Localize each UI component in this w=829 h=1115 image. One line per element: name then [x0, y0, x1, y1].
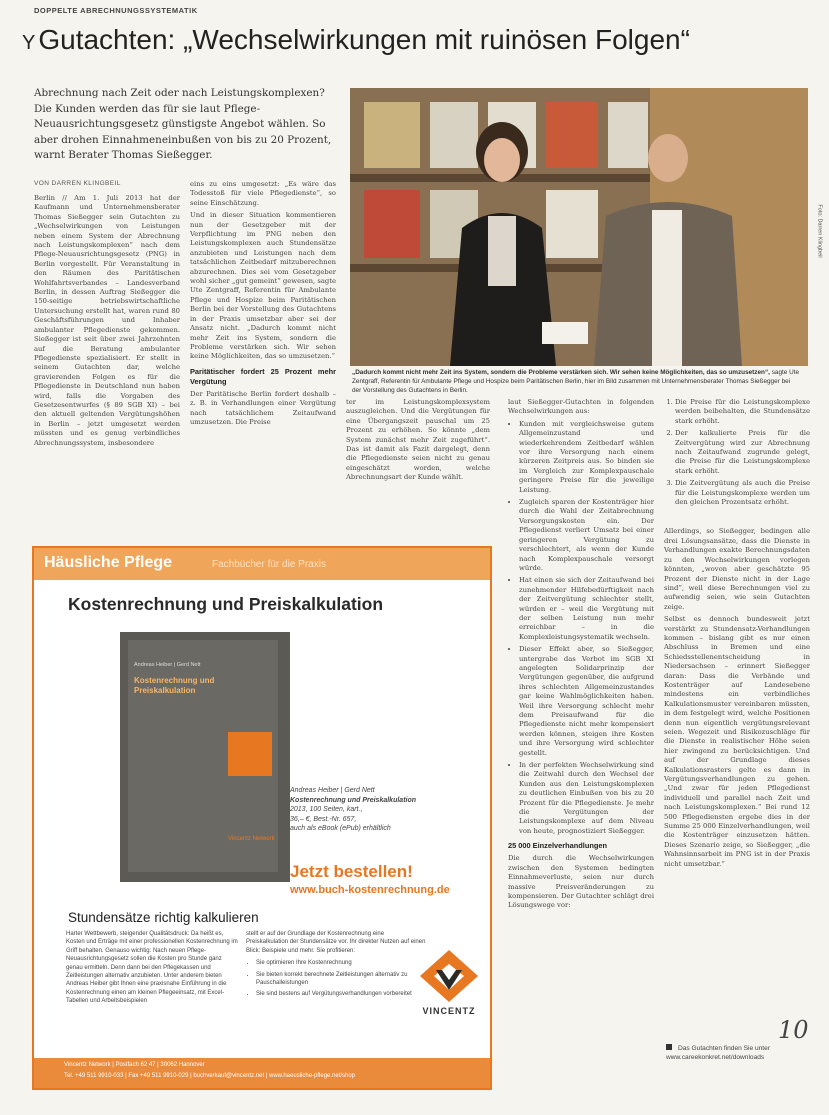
- column-4: [508, 398, 654, 1088]
- column-4-subheading: 25 000 Einzelverhandlungen: [508, 841, 607, 851]
- column-5-paragraph-1: Allerdings, so Sießegger, bedingen alle drei Lösungsansätze, dass die Dienste in Verhandlungen exakte Berechnungsdaten zu den Wechselwirkungen vorlegen könnten, „wovon aber geschätzte 95 Prozent der Dienste nicht in der Lage sind“, weil diese Berechnungen viel zu aufwendig seien, wie sein Gutachten zeige.: [664, 527, 810, 611]
- book-info-line: 2013, 100 Seiten, kart.,: [290, 806, 363, 814]
- list-item: • Zugleich sparen der Kostenträger hier durch die Wahl der Zeitabrechnung Versorgungskosten ein. Der Pflegedienst verliert Umsatz bei einer geringeren Vergütung zu verschlechtert, als wenn der Kunde nach Komplexpauschale versorgt würde.: [519, 498, 654, 573]
- vincentz-logo: [416, 946, 482, 1026]
- ad-band-title: Häusliche Pflege: [44, 554, 173, 571]
- ad-header-band: [34, 548, 490, 580]
- ad-subheading: Stundensätze richtig kalkulieren: [68, 910, 259, 925]
- book-cover-publisher: Vincentz Network: [228, 836, 275, 842]
- list-item: • Dieser Effekt aber, so Sießegger, untergrabe das Verbot im SGB XI angelegten Solidarprinzip der Vergütungen gegenüber, die aufgrund ihres schlechten Allgemeinzustandes gar keine Wahlmöglichkeiten haben. Weil ihre Versorgung schlecht mehr dem Preisaufwand für die Pflegedienste nicht mehr kompensiert werden können, steigen ihre Kosten und ihre Versorgung wird schlechter gestellt.: [519, 645, 654, 758]
- column-4-intro: laut Sießegger-Gutachten in folgenden Wechselwirkungen aus:: [508, 398, 654, 416]
- caption-text: sagte Ute Zentgraff, Referentin für Ambulante Pflege und Hospize beim Paritätischen Berlin, hier im Bild zusammen mit Unternehmensberater Thomas Sießegger bei der Vorstellung des Gutachtens in Berlin.: [352, 369, 800, 394]
- title-marker-icon: Y: [22, 32, 36, 54]
- list-item: • Sie bieten korrekt berechnete Zeitleistungen alternativ zu Pauschalleistungen: [256, 971, 426, 988]
- ad-body-2-text: stellt er auf der Grundlage der Kostenrechnung eine Preiskalkulation der Stundensätze vor. Ihr direkter Nutzen auf einen Blick: Beispiele und mehr. Sie profitieren:: [246, 931, 426, 954]
- list-item: • In der perfekten Wechselwirkung sind die Zeitwahl durch den Wechsel der Kunden aus den Leistungskomplexen zu deutlichen Einbußen von bis zu 20 Prozent für die Pflegedienste. Je mehr die Vergütungen der Leistungskomplexe auf dem Niveau von heute, prognostiziert Sießegger.: [519, 761, 654, 836]
- column-1-text: Berlin // Am 1. Juli 2013 hat der Kaufmann und Unternehmensberater Thomas Sießegger sein Gutachten zu „Wechselwirkungen von Leistungen neben einem System der Abrechnung nach Leistungskomplexen“ nach dem Pflege-Neuausrichtungsgesetz (PNG) in Berlin vorgestellt. Für Veranstaltung in den Räumen des Paritätischen Wohlfahrtsverbandes – Landesverband Berlin, in dessen Auftrag Sießegger die 150-seitige betriebswirtschaftliche Untersuchung erstellt hat, waren rund 80 Geschäftsführungen und Inhaber ambulanter Pflegedienste gekommen. Sießegger ist seit über zwei Jahrzehnten auf die Beratung ambulanter Pflegedienste spezialisiert. Er stellt in seinem Gutachten dar, welche gravierenden Folgen es für die Pflegedienste in Deutschland nun haben wird, falls die Vorgaben des Gesetzesentwurfes (§ 89 SGB XI) – bei den aktuell geltenden Vergütungshöhen in Berlin – jetzt umgesetzt werden müssten und es genug verbindliches Abrechnungssystem, insbesondere: [34, 194, 180, 447]
- list-item: • Kunden mit vergleichsweise gutem Allgemeinzustand und wiederkehrendem Zeitbedarf wählen vor ihre Versorgung nach einem kürzeren Zeitpreis aus. So binden sie im Vergleich zur Komplexpauschale geringere Preise für die jeweilige Leistung.: [519, 420, 654, 495]
- column-2-subheading: Paritätischer fordert 25 Prozent mehr Vergütung: [190, 366, 336, 386]
- photo-illustration: [350, 88, 808, 366]
- book-info-line: 36,– €, Best.-Nr. 657,: [290, 815, 357, 823]
- section-kicker: DOPPELTE ABRECHNUNGSSYSTEMATIK: [34, 6, 198, 15]
- list-item: • Hat einen sie sich der Zeitaufwand bei zunehmender Hilfebedürftigkeit nach der Zeitvergütung schlechter stellt, würden er – weil die Vergütung mit der selben Leistung nun mehr erreichbar – in die Komplexleistungsystematik wechseln.: [519, 576, 654, 642]
- photo-credit: Foto: Darren Klingbeil: [816, 204, 823, 258]
- byline: VON DARREN KLINGBEIL: [34, 180, 121, 187]
- column-5-paragraph-2: Selbst es dennoch bundesweit jetzt verstärkt zu Stundensatz-Verhandlungen kommen – bislang gibt es nur einen Abschluss in Bremen und eine Schiedsstellenentscheidung in Niedersachsen – erinnert Sießegger daran: Dass die Verbände und Kostenträger auf Landesebene mindestens ein verbindliches Kalkulationsmuster vereinbaren müssten, in dem festgelegt wird, welche Positionen denn nun eigentlich vergütungsrelevant seien. Wegezeit und Risikozuschläge für die Dienste in realistischer Höhe seien hier zwingend zu berücksichtigen. Und auf der Grundlage dieses Kalkulationsrasters gelte es dann in Vergütungsverhandlungen zu gehen. „Und zwar für jeden Pflegedienst individuell und parallel nach Zeit und nach Leistungskomplexen.“ Bei rund 12 500 Pflegediensten ergebe dies in der Summe 25 000 Einzelverhandlungen, weil die Kostenträger einzusetzen hätten. Dieses Szenario zeige, so Sießegger, „die Wahnsinnsarbeit im PNG ist in der Praxis nicht umsetzbar.“: [664, 615, 810, 868]
- ad-footer: [34, 1058, 490, 1088]
- book-info-author: Andreas Heiber | Gerd Nett: [290, 787, 375, 794]
- handwritten-page-number: 10: [778, 1016, 809, 1044]
- book-cover-author: Andreas Heiber | Gerd Nett: [134, 662, 201, 668]
- square-bullet-icon: [666, 1044, 672, 1050]
- ad-benefits-list: [246, 959, 426, 999]
- ad-title: Kostenrechnung und Preiskalkulation: [68, 594, 384, 614]
- book-info-line: auch als eBook (ePub) erhältlich: [290, 825, 391, 833]
- column-2-paragraph-2: Und in dieser Situation kommentieren nun der Gesetzgeber mit der Verpflichtung im PNG neben den Leistungskomplexen auch Stundensätze anzubieten und Leistungen nach dem tatsächlichen Zeitbedarf mitzuberechnen abzurechnen. Dies sei vom Gesetzgeber wohl sicher „gut gemeint“ gewesen, sagte Ute Zentgraff, Referentin für Ambulante Pflege und Hospize beim Paritätischen Berlin bei der Vorstellung des Gutachtens in der Praxis umsetzbar aber sei der Ansatz nicht. „Dadurch kommt nicht mehr Zeit ins System, sondern die Probleme verstärken sich. Wir sehen keine Möglichkeiten, das so umzusetzen.“: [190, 211, 336, 361]
- download-note: [666, 1044, 806, 1062]
- column-3: [346, 398, 490, 534]
- book-info: [290, 786, 480, 834]
- ad-footer-address: Vincentz Network | Postfach 62 47 | 30062 Hannover: [64, 1062, 205, 1068]
- article-title: [22, 24, 802, 56]
- column-4-end: Die durch die Wechselwirkungen zwischen den Systemen bedingten Einnahmeverluste, seien nur durch massive Preisveränderungen zu kompensieren. Der Gutachter schlägt drei Lösungswege vor:: [508, 854, 654, 910]
- book-advertisement: [32, 546, 492, 1090]
- column-2-paragraph-1: eins zu eins umgesetzt: „Es wäre das Todesstoß für viele Pflegedienste“, so seine Einschätzung.: [190, 180, 336, 207]
- list-item: • Sie sind bestens auf Vergütungsverhandlungen vorbereitet: [256, 990, 426, 998]
- effects-list: [508, 420, 654, 836]
- title-text: Gutachten: „Wechselwirkungen mit ruinösen Folgen“: [38, 24, 690, 55]
- solutions-list: [664, 398, 810, 507]
- book-badge-icon: [228, 732, 272, 776]
- article-lead: Abrechnung nach Zeit oder nach Leistungskomplexen? Die Kunden werden das für sie laut Pflege-Neuausrichtungsgesetz günstigste Angebot wählen. So aber drohen Einnahmeneinbußen von bis zu 20 Prozent, warnt Berater Thomas Sießegger.: [34, 87, 332, 161]
- column-3-text: ter im Leistungskomplexsystem auszugleichen. Und die Vergütungen für eine Übergangszeit pauschal um 25 Prozent zu erhöhen. So könnte „dem System zunächst mehr Zeit zugeführt“. Das ist damit als Fazit dargelegt, denn die Pflegedienste seien nicht zu genau eingeschätzt worden, welche Abrechnungsart der Kunde wählt.: [346, 398, 490, 482]
- column-5: [664, 398, 810, 1014]
- list-item: • Sie optimieren Ihre Kostenrechnung: [256, 959, 426, 967]
- book-cover: [120, 632, 290, 882]
- column-1: [34, 194, 180, 536]
- book-cover-title: Kostenrechnung und Preiskalkulation: [134, 676, 215, 695]
- photo-caption: [352, 368, 800, 395]
- book-info-title: Kostenrechnung und Preiskalkulation: [290, 796, 417, 804]
- ad-footer-contact: Tel. +49 511 9910-033 | Fax +49 511 9910-029 | buchverkauf@vincentz.net | www.haeusliche-pflege.net/shop: [64, 1073, 356, 1079]
- caption-quote: „Dadurch kommt nicht mehr Zeit ins System, sondern die Probleme verstärken sich. Wir sehen keine Möglichkeiten, das so umzusetzen“,: [352, 369, 770, 376]
- vincentz-logo-icon: [416, 946, 482, 1004]
- vincentz-logo-text: VINCENTZ: [422, 1006, 476, 1016]
- order-call-to-action[interactable]: Jetzt bestellen!: [290, 862, 413, 881]
- ad-band-subtitle: Fachbücher für die Praxis: [212, 559, 326, 570]
- column-2-paragraph-3: Der Paritätische Berlin fordert deshalb – z. B. in Verhandlungen einer Vergütung nach tatsächlichem Zeitaufwand umzusetzen. Die Preise: [190, 389, 336, 426]
- download-note-text[interactable]: Das Gutachten finden Sie unter www.careekonkret.net/downloads: [666, 1045, 771, 1061]
- order-url-link[interactable]: www.buch-kostenrechnung.de: [290, 884, 450, 896]
- article-photo: [350, 88, 823, 366]
- list-item: 2. Der kalkulierte Preis für die Zeitvergütung wird zur Abrechnung nach Zeitaufwand zugrunde gelegt, die Preise für die Leistungskomplexe stark erhöht.: [675, 429, 810, 476]
- ad-body-2: [246, 930, 426, 1002]
- column-2: [190, 180, 336, 536]
- ad-body-1: Harter Wettbewerb, steigender Qualitätsdruck: Da heißt es, Kosten und Erträge mit einer professionellen Kostenrechnung im Griff behalten. Genauso wichtig: Nach neuen Pflege-Neuausrichtungsgesetz sollen die Kosten pro Stunde ganz genau ermitteln. Denn dann bei den Pflegekassen und Zeitleistungen alternativ anzubieten. Unter anderem bieten Andreas Heiber gibt Ihnen eine praxisnahe Einführung in die Kostenrechnung einen am kleinen Pflegeeinsatz, mit Excel-Tabellen und Arbeitsbeispielen: [66, 931, 238, 1005]
- list-item: 3. Die Zeitvergütung als auch die Preise für die Leistungskomplexe werden um den gleichen Prozentsatz erhöht.: [675, 479, 810, 507]
- list-item: 1. Die Preise für die Leistungskomplexe werden beibehalten, die Stundensätze stark erhöht.: [675, 398, 810, 426]
